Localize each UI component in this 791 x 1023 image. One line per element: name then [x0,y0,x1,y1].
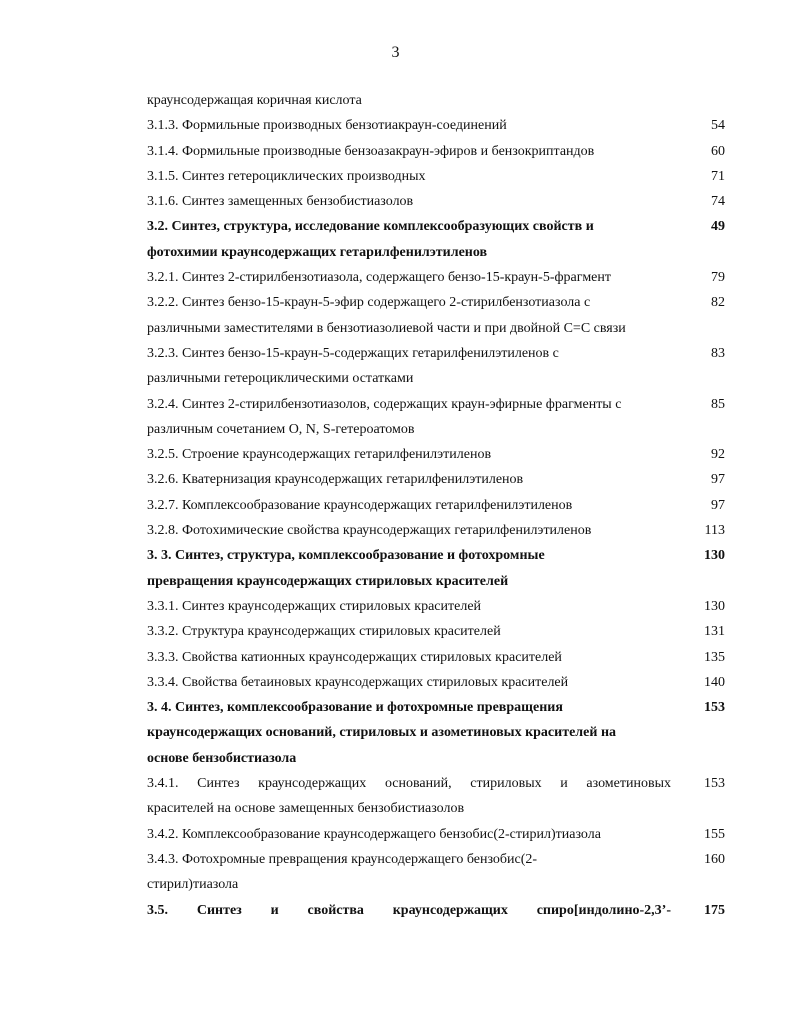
toc-entry-page: 82 [711,295,725,311]
toc-entry [147,290,725,315]
toc-entry [147,518,725,543]
toc-entry-title: 3.2.2. Синтез бензо-15-краун-5-эфир содержащего 2-стирилбензотиазола с [147,295,591,311]
toc-entry [147,720,725,745]
toc-entry-title: 3.3.2. Структура краунсодержащих стириловых красителей [147,624,501,640]
toc-entry [147,746,725,771]
toc-entry-page: 49 [711,219,725,235]
toc-entry-title: 3.4.2. Комплексообразование краунсодержащего бензобис(2-стирил)тиазола [147,826,601,842]
toc-entry-page: 140 [704,674,725,690]
toc-entry-title: 3.3.1. Синтез краунсодержащих стириловых красителей [147,598,482,614]
toc-entry [147,569,725,594]
toc-entry-page: 92 [711,447,725,463]
toc-entry-page: 74 [711,194,725,210]
toc-entry [147,113,725,138]
toc-entry-page: 85 [711,396,725,412]
toc-entry-title: 3.2.5. Строение краунсодержащих гетарилфенилэтиленов [147,447,492,463]
toc-entry [147,417,725,442]
toc-entry-page: 131 [704,624,725,640]
toc-entry-title: 3.5. Синтез и свойства краунсодержащих спиро[индолино-2,3’- [147,902,671,918]
toc-entry-page: 60 [711,143,725,159]
table-of-contents [147,88,725,923]
toc-entry-title: превращения краунсодержащих стириловых красителей [147,573,509,589]
toc-entry [147,670,725,695]
toc-entry [147,695,725,720]
toc-entry-page: 79 [711,270,725,286]
toc-entry-page: 71 [711,168,725,184]
toc-entry-title: 3.4.1. Синтез краунсодержащих оснований, стириловых и азометиновых [147,776,671,792]
toc-entry [147,872,725,897]
toc-entry [147,822,725,847]
toc-entry-page: 155 [704,826,725,842]
toc-entry-page: 130 [704,598,725,614]
toc-entry-title: 3.2.1. Синтез 2-стирилбензотиазола, содержащего бензо-15-краун-5-фрагмент [147,270,612,286]
toc-entry [147,493,725,518]
toc-entry-page: 130 [704,548,725,564]
toc-entry-title: 3.3.4. Свойства бетаиновых краунсодержащих стириловых красителей [147,674,569,690]
toc-entry [147,771,725,796]
toc-entry [147,442,725,467]
toc-entry-title: 3.2.8. Фотохимические свойства краунсодержащих гетарилфенилэтиленов [147,523,592,539]
toc-entry-page: 135 [704,649,725,665]
toc-entry-page: 113 [704,523,725,539]
toc-entry-page: 160 [704,851,725,867]
toc-entry-page: 97 [711,497,725,513]
toc-entry [147,594,725,619]
toc-entry [147,645,725,670]
toc-entry-page: 54 [711,118,725,134]
toc-entry-title: 3.1.6. Синтез замещенных бензобистиазолов [147,194,414,210]
toc-entry [147,240,725,265]
toc-entry-title: фотохимии краунсодержащих гетарилфенилэтиленов [147,244,488,260]
toc-entry-title: 3.3.3. Свойства катионных краунсодержащих стириловых красителей [147,649,562,665]
toc-entry [147,265,725,290]
toc-entry-title: различным сочетанием О, N, S-гетероатомов [147,421,415,437]
toc-entry [147,366,725,391]
toc-entry [147,847,725,872]
toc-entry-title: 3. 4. Синтез, комплексообразование и фотохромные превращения [147,700,563,716]
toc-entry-title: стирил)тиазола [147,877,239,893]
toc-entry-title: 3. 3. Синтез, структура, комплексообразование и фотохромные [147,548,545,564]
toc-entry-page: 175 [704,902,725,918]
toc-entry [147,164,725,189]
toc-entry [147,796,725,821]
toc-entry-title: красителей на основе замещенных бензобистиазолов [147,801,465,817]
toc-entry-title: 3.2.6. Кватернизация краунсодержащих гетарилфенилэтиленов [147,472,524,488]
toc-entry [147,189,725,214]
toc-entry-title: краунсодержащих оснований, стириловых и азометиновых красителей на [147,725,617,741]
page-number: 3 [391,44,400,61]
toc-entry-title: 3.1.3. Формильные производных бензотиакраун-соединений [147,118,507,134]
toc-entry-page: 83 [711,345,725,361]
toc-entry [147,543,725,568]
toc-entry [147,214,725,239]
toc-entry-title: основе бензобистиазола [147,750,297,766]
toc-entry [147,392,725,417]
toc-entry [147,619,725,644]
toc-entry-title: 3.2. Синтез, структура, исследование комплексообразующих свойств и [147,219,594,235]
toc-entry-title: различными гетероциклическими остатками [147,371,414,387]
toc-entry [147,88,725,113]
toc-entry [147,467,725,492]
toc-entry-page: 153 [704,776,725,792]
toc-entry-title: 3.2.7. Комплексообразование краунсодержащих гетарилфенилэтиленов [147,497,573,513]
toc-entry [147,341,725,366]
toc-entry-title: 3.2.4. Синтез 2-стирилбензотиазолов, содержащих краун-эфирные фрагменты с [147,396,622,412]
toc-entry-title: 3.2.3. Синтез бензо-15-краун-5-содержащих гетарилфенилэтиленов с [147,345,559,361]
toc-entry [147,316,725,341]
toc-entry-title: краунсодержащая коричная кислота [147,93,362,108]
toc-entry [147,898,725,923]
toc-entry-title: различными заместителями в бензотиазолиевой части и при двойной С=С связи [147,320,626,336]
toc-entry-title: 3.1.4. Формильные производные бензоазакраун-эфиров и бензокриптандов [147,143,595,159]
toc-entry-title: 3.4.3. Фотохромные превращения краунсодержащего бензобис(2- [147,851,538,867]
toc-entry-page: 97 [711,472,725,488]
toc-entry-title: 3.1.5. Синтез гетероциклических производных [147,168,426,184]
toc-entry [147,139,725,164]
toc-entry-page: 153 [704,700,725,716]
